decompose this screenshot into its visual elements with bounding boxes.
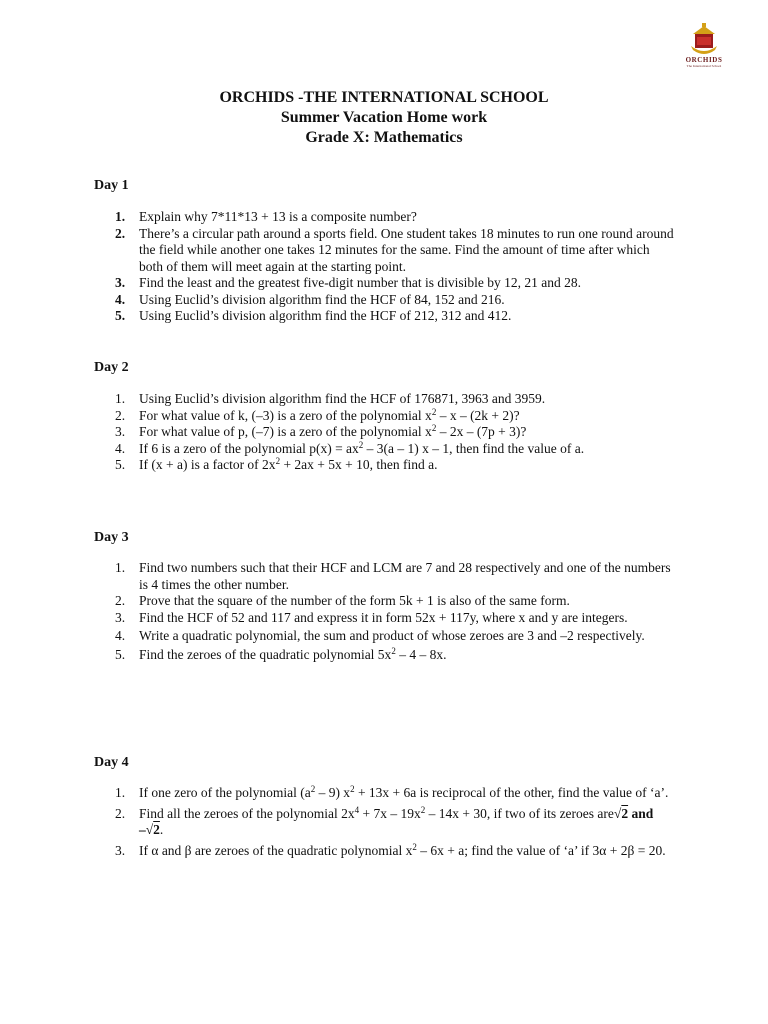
question-item: 2. Prove that the square of the number of the form 5k + 1 is also of the same form.	[115, 593, 570, 608]
document-title: Summer Vacation Home work	[280, 109, 488, 126]
logo-tagline: The International School	[686, 64, 722, 68]
question-item: 5. If (x + a) is a factor of $2x^2 + 2ax + 5x + 10$, then find a.	[115, 456, 438, 472]
question-item: 3. Find the HCF of 52 and 117 and express it in form 52x + 117y, where x and y are integers.	[115, 609, 628, 625]
question-item: 3. Find the least and the greatest five-digit number that is divisible by 12, 21 and 28.	[115, 275, 582, 290]
logo-name: ORCHIDS	[685, 56, 723, 64]
school-name: ORCHIDS -THE INTERNATIONAL SCHOOL	[219, 89, 549, 106]
question-item: 3. For what value of p, (–7) is a zero of the polynomial $x^2 - 2x - (7p + 3)$?	[115, 423, 527, 439]
question-item: 4. Using Euclid’s division algorithm find the HCF of 84, 152 and 216.	[115, 291, 505, 307]
question-item: 1. Explain why 7*11*13 + 13 is a composite number?	[115, 209, 417, 224]
question-item: 1. Find two numbers such that their HCF and LCM are 7 and 28 respectively and one of the numbers is 4 times the other number.	[115, 560, 671, 592]
school-logo	[673, 22, 735, 72]
day-1-heading: Day 1	[94, 178, 129, 193]
sqrt-two: √2	[613, 805, 629, 821]
neg-sqrt-two: –√2	[139, 822, 160, 837]
day-2-questions	[94, 391, 674, 474]
crest-icon	[687, 22, 721, 56]
question-item: 4. Write a quadratic polynomial, the sum and product of whose zeroes are 3 and –2 respectively.	[115, 628, 645, 643]
day-3-questions	[94, 560, 674, 663]
question-item: 2. There’s a circular path around a sports field. One student takes 18 minutes to run one round around the field while another one takes 12 minutes for the same. Find the amount of time after which both of them will meet again at the starting point.	[115, 225, 674, 274]
question-item: 5. Find the zeroes of the quadratic polynomial $5x^2 - 4 - 8x$.	[115, 645, 447, 662]
question-item: 2. For what value of k, (–3) is a zero of the polynomial $x^2 - x - (2k + 2)$?	[115, 406, 520, 423]
day-4-heading: Day 4	[94, 755, 129, 770]
document-header	[0, 88, 768, 148]
day-4-questions	[94, 785, 674, 859]
subject-title: Grade X: Mathematics	[305, 129, 463, 146]
question-item: 3. If α and β are zeroes of the quadratic polynomial $x^2 - 6x + a$; find the value of ‘a’ if 3α + 2β = 20.	[115, 841, 666, 858]
day-1-questions	[94, 209, 674, 325]
question-item: 4. If 6 is a zero of the polynomial $p(x) = ax^2 - 3(a - 1)$ x – 1, then find the value of a.	[115, 439, 585, 456]
question-item: 1. If one zero of the polynomial $(a^2 - 9) x^2 + 13x + 6a$ is reciprocal of the other, find the value of ‘a’.	[115, 784, 669, 800]
question-item: 5. Using Euclid’s division algorithm find the HCF of 212, 312 and 412.	[115, 308, 512, 323]
question-item: 1. Using Euclid’s division algorithm find the HCF of 176871, 3963 and 3959.	[115, 391, 546, 406]
day-3-heading: Day 3	[94, 530, 129, 545]
day-2-heading: Day 2	[94, 360, 129, 375]
question-item: 2. Find all the zeroes of the polynomial $2x^4 + 7x - 19x^2 - 14x + 30$, if two of its zeroes are√2 and –√2.	[115, 804, 654, 837]
